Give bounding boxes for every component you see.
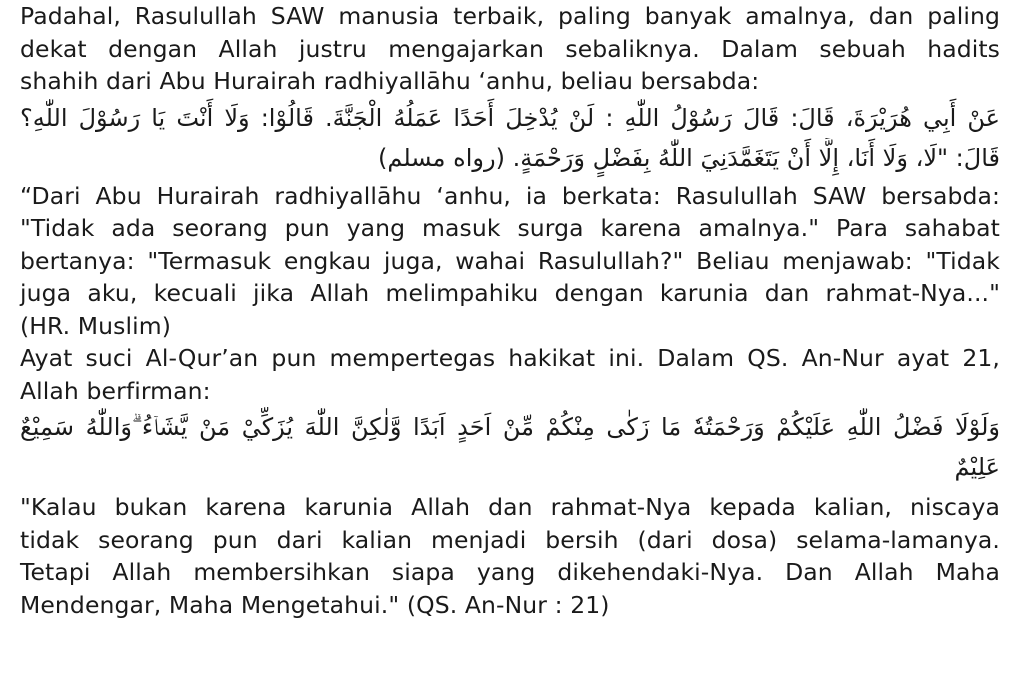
paragraph-line: shahih dari Abu Hurairah radhiyallāhu ‘anhu, beliau bersabda:	[20, 67, 760, 95]
translation-line: "Kalau bukan karena karunia Allah dan rahmat-Nya kepada kalian, niscaya	[20, 493, 1000, 521]
hadith-translation	[20, 180, 1000, 343]
translation-line: bertanya: "Termasuk engkau juga, wahai Rasulullah?" Beliau menjawab: "Tidak	[20, 246, 1000, 275]
translation-line: “Dari Abu Hurairah radhiyallāhu ‘anhu, ia berkata: Rasulullah SAW bersabda:	[20, 181, 1000, 210]
arabic-line: قَالَ: "لَا، وَلَا أَنَا، إِلَّا أَنْ يَتَغَمَّدَنِيَ اللّٰهُ بِفَضْلٍ وَرَحْمَةٍ. (رواه مسلم)	[377, 143, 1000, 172]
document-body	[20, 0, 1000, 621]
paragraph-line: Ayat suci Al-Qur’an pun mempertegas hakikat ini. Dalam QS. An-Nur ayat 21,	[20, 344, 1000, 372]
arabic-line: وَلَوْلَا فَضْلُ اللّٰهِ عَلَيْكُمْ وَرَحْمَتُهٗ مَا زَكٰى مِنْكُمْ مِّنْ اَحَدٍ اَبَدًا وَّلٰكِنَّ اللّٰهَ يُزَكِّيْ مَنْ يَّشَاۤءُ ۗوَاللّٰهُ سَمِيْعٌ	[20, 413, 1000, 441]
arabic-line: عَلِيْمٌ	[954, 453, 1000, 481]
translation-line: (HR. Muslim)	[20, 311, 172, 340]
hadith-arabic-text	[20, 98, 1000, 178]
intro-paragraph	[20, 0, 1000, 98]
translation-line: tidak seorang pun dari kalian menjadi bersih (dari dosa) selama-lamanya.	[20, 525, 1000, 554]
paragraph-line: Allah berfirman:	[20, 376, 211, 405]
translation-line: Mendengar, Maha Mengetahui." (QS. An-Nur : 21)	[20, 590, 610, 619]
translation-line: juga aku, kecuali jika Allah melimpahiku dengan karunia dan rahmat-Nya..."	[20, 279, 1000, 307]
paragraph-line: Padahal, Rasulullah SAW manusia terbaik, paling banyak amalnya, dan paling	[20, 2, 1000, 30]
verse-arabic-text	[20, 407, 1000, 487]
translation-line: Tetapi Allah membersihkan siapa yang dikehendaki-Nya. Dan Allah Maha	[20, 558, 1000, 586]
translation-line: "Tidak ada seorang pun yang masuk surga karena amalnya." Para sahabat	[20, 214, 1000, 242]
verse-translation	[20, 491, 1000, 621]
paragraph-line: dekat dengan Allah justru mengajarkan sebaliknya. Dalam sebuah hadits	[20, 34, 1000, 63]
arabic-line: عَنْ أَبِي هُرَيْرَةَ، قَالَ: قَالَ رَسُوْلُ اللّٰهِ : لَنْ يُدْخِلَ أَحَدًا عَمَلُهُ الْجَنَّةَ. قَالُوْا: وَلَا أَنْتَ يَا رَسُوْلَ اللّٰهِ؟	[20, 103, 1000, 132]
verse-intro-paragraph	[20, 342, 1000, 407]
